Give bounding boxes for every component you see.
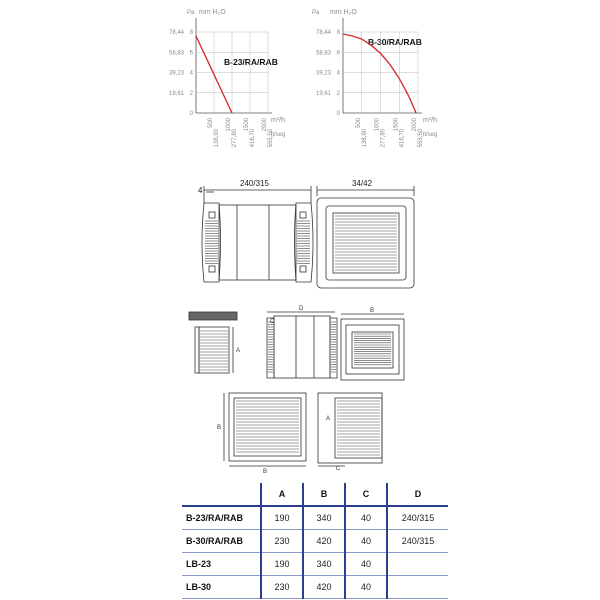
drawing-grille-front xyxy=(317,186,414,288)
y-tick-label-pa: 78,44 xyxy=(168,30,184,36)
table-cell-model: B-30/RA/RAB xyxy=(182,530,261,553)
x-tick-label-secondary: 555,50 xyxy=(268,129,274,148)
letter-b: B xyxy=(263,469,268,475)
table-header-c: C xyxy=(345,483,387,506)
y-tick-label-mm: 2 xyxy=(336,90,340,97)
table-header-b: B xyxy=(303,483,345,506)
x-tick-label-secondary: 555,50 xyxy=(418,129,424,148)
y-tick-label-pa: 39,23 xyxy=(315,70,331,77)
table-cell-model: LB-23 xyxy=(182,553,261,576)
x-tick-label: 1500 xyxy=(244,118,250,132)
y-tick-label-pa: 58,83 xyxy=(315,50,331,57)
front-width-label: 240/315 xyxy=(240,179,269,188)
x-tick-label: 1500 xyxy=(393,118,400,132)
drawing-front-view xyxy=(202,186,313,282)
x-tick-label-secondary: 416,70 xyxy=(250,129,256,148)
chart-title: B-30/RA/RAB xyxy=(368,37,422,47)
drawing-side-a xyxy=(189,312,237,373)
letter-b: B xyxy=(217,425,222,431)
chart-title: B-23/RA/RAB xyxy=(224,57,278,67)
x-tick-label-secondary: 277,80 xyxy=(380,129,387,148)
x-tick-label: 500 xyxy=(355,118,362,129)
y-tick-label-mm: 8 xyxy=(336,30,340,36)
screw xyxy=(209,212,215,218)
table-header-a: A xyxy=(261,483,303,506)
table-cell: 40 xyxy=(345,506,387,530)
table-cell-model: LB-30 xyxy=(182,576,261,599)
screw xyxy=(300,212,306,218)
drawing-grille-small xyxy=(341,314,404,380)
table-cell: 240/315 xyxy=(387,530,448,553)
y-tick-label-mm: 6 xyxy=(189,50,193,57)
side-depth-label: 34/42 xyxy=(352,179,373,188)
table-row xyxy=(182,553,448,576)
y-tick-label-pa: 39,23 xyxy=(168,70,184,77)
table-cell: 190 xyxy=(261,553,303,576)
table-row xyxy=(182,576,448,599)
letter-b: B xyxy=(370,308,375,314)
letter-c: C xyxy=(270,319,275,325)
x-tick-label-secondary: 138,90 xyxy=(361,129,368,148)
y-tick-label-mm: 4 xyxy=(336,70,340,77)
table-cell: 190 xyxy=(261,506,303,530)
x-tick-label: 500 xyxy=(208,118,214,129)
y-axis-pa-label: Pa xyxy=(312,10,320,16)
table-cell: 420 xyxy=(303,530,345,553)
table-header-model xyxy=(182,483,261,506)
x-tick-label: 1000 xyxy=(374,118,381,132)
panel-outer-frame xyxy=(229,393,306,461)
y-tick-label-mm: 2 xyxy=(189,90,193,97)
letter-c: C xyxy=(336,466,341,472)
table-header-d: D xyxy=(387,483,448,506)
flange-label: 4 xyxy=(198,186,203,195)
drawing-louvered-panel xyxy=(224,393,306,466)
table-cell-model: B-23/RA/RAB xyxy=(182,506,261,530)
table-row xyxy=(182,506,448,530)
table-header-row xyxy=(182,483,448,506)
x-axis-secondary-unit-label: lt/seg xyxy=(423,132,438,138)
letter-a: A xyxy=(326,416,331,422)
x-tick-label: 2000 xyxy=(412,118,418,132)
letter-d: D xyxy=(299,306,304,312)
x-tick-label: 2000 xyxy=(262,118,268,132)
x-tick-label-secondary: 277,80 xyxy=(232,129,238,148)
y-tick-label-pa: 19,61 xyxy=(315,90,331,97)
table-cell: 230 xyxy=(261,530,303,553)
table-cell: 340 xyxy=(303,553,345,576)
side-flange xyxy=(195,327,199,373)
table-cell: 40 xyxy=(345,530,387,553)
y-tick-label-mm: 0 xyxy=(336,111,340,117)
fan-curve-chart-b30 xyxy=(312,9,437,147)
x-tick-label: 1000 xyxy=(226,118,232,132)
wall-mount-plate xyxy=(189,312,237,320)
y-axis-mm-label: mm H₂O xyxy=(199,9,226,16)
x-axis-secondary-unit-label: lt/seg xyxy=(271,132,286,138)
table-cell: 420 xyxy=(303,576,345,599)
y-tick-label-mm: 4 xyxy=(189,70,193,77)
table-row xyxy=(182,530,448,553)
x-axis-unit-label: m³/h xyxy=(423,117,437,124)
table-cell: 40 xyxy=(345,553,387,576)
drawing-side-cd xyxy=(267,312,337,378)
y-axis-pa-label: Pa xyxy=(187,10,195,16)
side-body xyxy=(274,316,330,378)
body-housing xyxy=(219,205,296,280)
x-tick-label-secondary: 416,70 xyxy=(399,129,406,148)
table-cell xyxy=(387,576,448,599)
table-cell xyxy=(387,553,448,576)
table-cell: 230 xyxy=(261,576,303,599)
table-cell: 340 xyxy=(303,506,345,530)
y-tick-label-pa: 19,61 xyxy=(168,90,184,97)
dimensions-table xyxy=(182,483,448,599)
screw xyxy=(300,266,306,272)
drawing-side-louvered xyxy=(318,393,382,466)
table-cell: 240/315 xyxy=(387,506,448,530)
letter-a: A xyxy=(236,348,241,354)
y-tick-label-pa: 58,83 xyxy=(168,50,184,57)
y-tick-label-mm: 8 xyxy=(189,30,193,36)
x-axis-unit-label: m³/h xyxy=(271,117,285,124)
fan-curve-chart-b23 xyxy=(169,9,285,147)
screw xyxy=(209,266,215,272)
y-axis-mm-label: mm H₂O xyxy=(330,9,357,16)
y-tick-label-pa: 78,44 xyxy=(315,30,331,36)
y-tick-label-mm: 0 xyxy=(189,111,193,117)
table-cell: 40 xyxy=(345,576,387,599)
x-tick-label-secondary: 138,90 xyxy=(214,129,220,148)
y-tick-label-mm: 6 xyxy=(336,50,340,57)
